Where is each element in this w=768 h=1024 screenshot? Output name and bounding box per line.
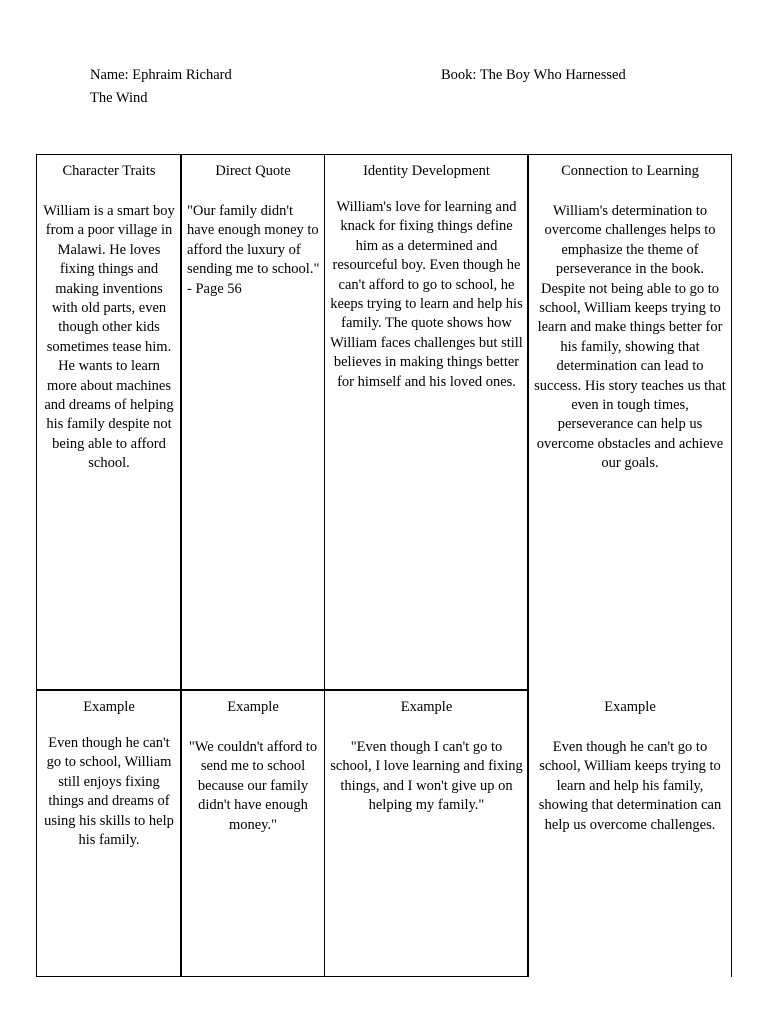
student-name: Name: Ephraim Richard bbox=[90, 67, 232, 83]
book-title: Book: The Boy Who Harnessed bbox=[441, 67, 626, 83]
text-connection-to-learning: William's determination to overcome challenges helps to emphasize the theme of perseverance in the book. Despite not being able to go to school, William keeps trying to learn and make things better for his family, showing that determination can lead to success. His story teaches us that even in tough times, perseverance can help us overcome obstacles and achieve our goals. bbox=[534, 203, 726, 472]
cell-connection-to-learning bbox=[528, 155, 732, 691]
heading-character-traits: Character Traits bbox=[62, 163, 156, 179]
heading-example-3: Example bbox=[400, 699, 453, 715]
cell-example-direct-quote bbox=[181, 691, 325, 977]
text-identity-development: William's love for learning and knack for fixing things define him as a determined and resourceful boy. Even though he can't afford to go to school, he keeps trying to learn and help his family. The quote shows how William faces challenges but still believes in making things better for himself and his loved ones. bbox=[330, 199, 523, 390]
column-divider-2 bbox=[324, 154, 325, 977]
text-character-traits: William is a smart boy from a poor village in Malawi. He loves fixing things and making inventions with old parts, even though other kids sometimes tease him. He wants to learn more about machines and dreams of helping his family despite not being able to afford school. bbox=[43, 203, 175, 472]
column-divider-1 bbox=[180, 154, 182, 977]
table-border-top bbox=[36, 154, 732, 155]
heading-direct-quote: Direct Quote bbox=[215, 163, 291, 179]
text-example-4: Even though he can't go to school, William keeps trying to learn and help his family, showing that determination can help us overcome challenges. bbox=[538, 739, 722, 833]
heading-example-2: Example bbox=[227, 699, 279, 715]
table-border-right bbox=[731, 154, 732, 977]
text-example-3: "Even though I can't go to school, I love learning and fixing things, and I won't give up on helping my family." bbox=[330, 739, 523, 814]
heading-identity-development: Identity Development bbox=[363, 163, 490, 179]
cell-example-character-traits bbox=[37, 691, 181, 977]
text-direct-quote: "Our family didn't have enough money to afford the luxury of sending me to school." - Page 56 bbox=[187, 203, 320, 297]
cell-direct-quote bbox=[181, 155, 325, 691]
heading-example-1: Example bbox=[83, 699, 135, 715]
cell-example-identity-development bbox=[325, 691, 528, 977]
table-border-left bbox=[36, 154, 37, 977]
text-example-2: "We couldn't afford to send me to school because our family didn't have enough money." bbox=[188, 739, 318, 833]
cell-character-traits bbox=[37, 155, 181, 691]
cell-example-connection-to-learning bbox=[528, 691, 732, 977]
heading-example-4: Example bbox=[604, 699, 656, 715]
book-title-continued: The Wind bbox=[90, 90, 148, 106]
table-border-bottom bbox=[36, 976, 529, 977]
heading-connection-to-learning: Connection to Learning bbox=[561, 163, 699, 179]
row-divider bbox=[36, 689, 529, 691]
column-divider-3 bbox=[527, 154, 529, 977]
cell-identity-development bbox=[325, 155, 528, 691]
text-example-1: Even though he can't go to school, William still enjoys fixing things and dreams of using his skills to help his family. bbox=[44, 735, 174, 849]
